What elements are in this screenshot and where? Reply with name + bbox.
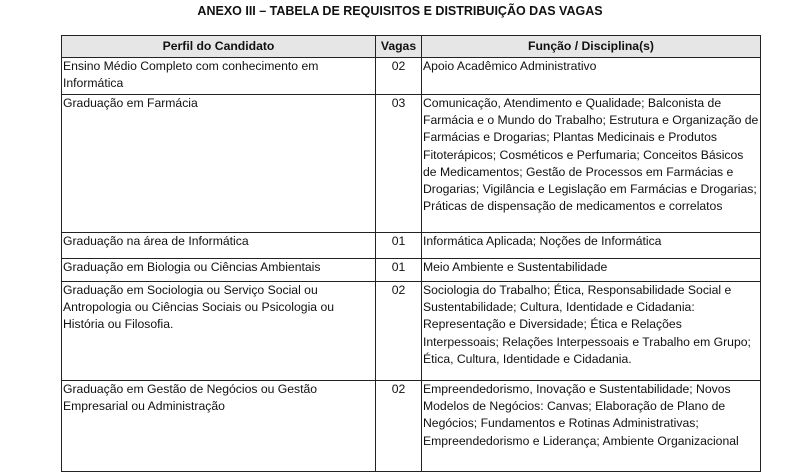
cell-perfil: Graduação em Farmácia — [62, 95, 376, 233]
document-title: ANEXO III – TABELA DE REQUISITOS E DISTRIBUIÇÃO DAS VAGAS — [197, 4, 603, 18]
cell-vagas: 01 — [376, 259, 422, 282]
header-funcao: Função / Disciplina(s) — [422, 36, 761, 58]
cell-vagas: 02 — [376, 381, 422, 472]
cell-funcao: Empreendedorismo, Inovação e Sustentabilidade; Novos Modelos de Negócios: Canvas; Elaboração de Plano de Negócios; Fundamentos e Rotinas Administrativas; Empreendedorismo e Liderança; Ambiente Organizacional — [422, 381, 761, 472]
cell-perfil: Graduação na área de Informática — [62, 233, 376, 259]
cell-perfil: Graduação em Biologia ou Ciências Ambientais — [62, 259, 376, 282]
cell-vagas: 02 — [376, 58, 422, 95]
table-row — [62, 259, 761, 282]
table-row — [62, 58, 761, 95]
cell-perfil: Graduação em Sociologia ou Serviço Social ou Antropologia ou Ciências Sociais ou Psicologia ou História ou Filosofia. — [62, 282, 376, 381]
cell-vagas: 02 — [376, 282, 422, 381]
cell-funcao: Meio Ambiente e Sustentabilidade — [422, 259, 761, 282]
header-vagas: Vagas — [376, 36, 422, 58]
table-row — [62, 381, 761, 472]
cell-perfil: Ensino Médio Completo com conhecimento em Informática — [62, 58, 376, 95]
cell-vagas: 01 — [376, 233, 422, 259]
cell-funcao: Apoio Acadêmico Administrativo — [422, 58, 761, 95]
table-row — [62, 282, 761, 381]
cell-funcao: Informática Aplicada; Noções de Informática — [422, 233, 761, 259]
header-perfil: Perfil do Candidato — [62, 36, 376, 58]
cell-perfil: Graduação em Gestão de Negócios ou Gestão Empresarial ou Administração — [62, 381, 376, 472]
cell-funcao: Sociologia do Trabalho; Ética, Responsabilidade Social e Sustentabilidade; Cultura, Identidade e Cidadania: Representação e Diversidade; Ética e Relações Interpessoais; Relações Interpessoais e Trabalho em Grupo; Ética, Cultura, Identidade e Cidadania. — [422, 282, 761, 381]
table-header-row — [62, 36, 761, 58]
table-row — [62, 95, 761, 233]
cell-vagas: 03 — [376, 95, 422, 233]
requirements-table — [61, 35, 761, 472]
cell-funcao: Comunicação, Atendimento e Qualidade; Balconista de Farmácia e o Mundo do Trabalho; Estrutura e Organização de Farmácias e Drogarias; Plantas Medicinais e Produtos Fitoterápicos; Cosméticos e Perfumaria; Conceitos Básicos de Medicamentos; Gestão de Processos em Farmácias e Drogarias; Vigilância e Legislação em Farmácias e Drogarias; Práticas de dispensação de medicamentos e correlatos — [422, 95, 761, 233]
table-row — [62, 233, 761, 259]
